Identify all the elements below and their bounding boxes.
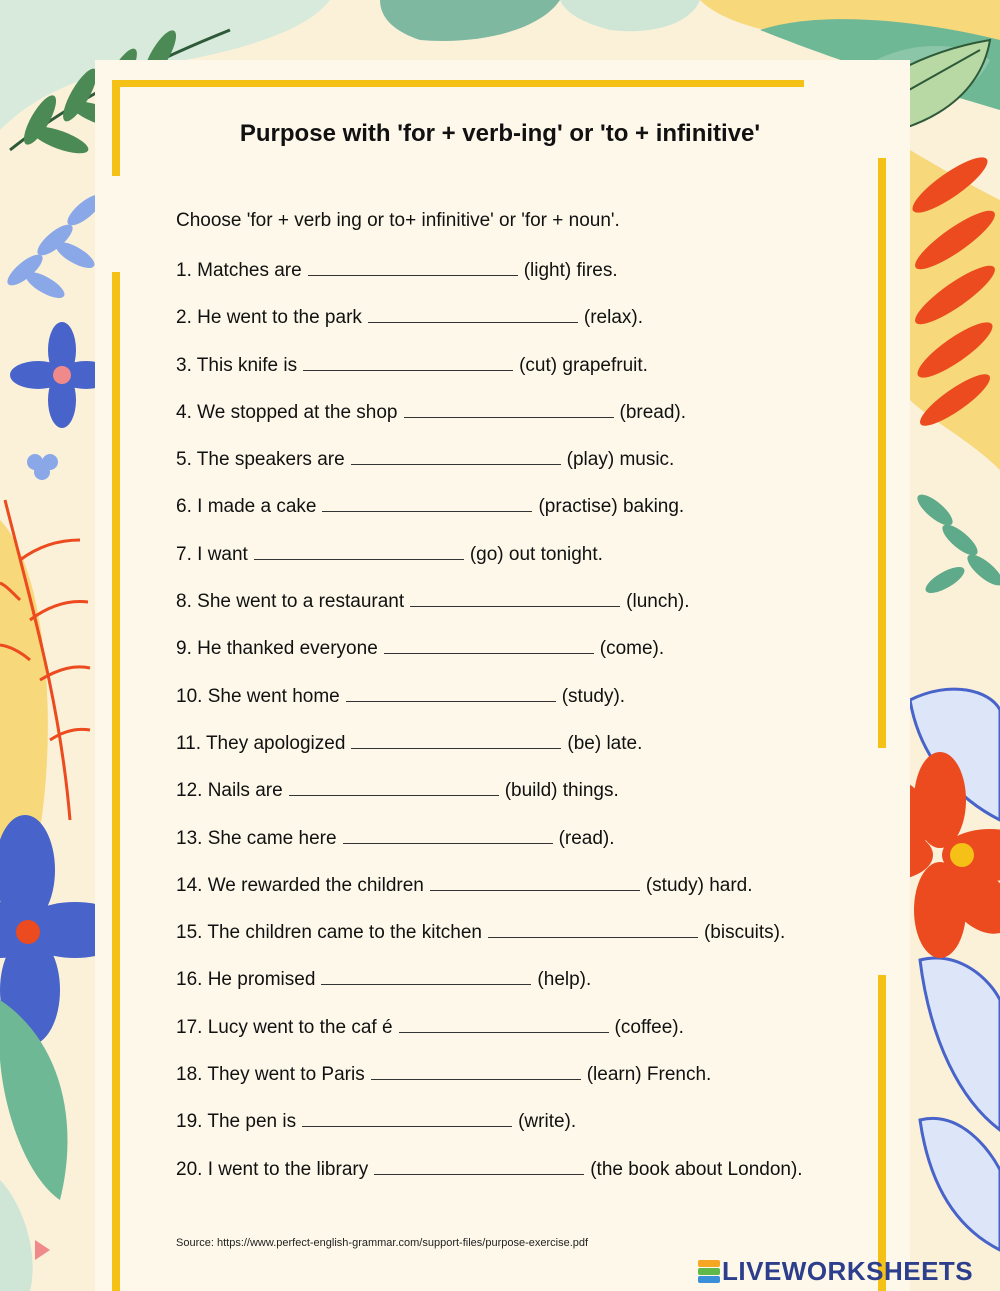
question-item xyxy=(176,257,803,304)
question-text: They went to Paris xyxy=(207,1064,365,1086)
question-number: 15. xyxy=(176,922,203,944)
liveworksheets-logo-icon xyxy=(698,1260,720,1284)
answer-blank[interactable] xyxy=(343,827,553,844)
question-list xyxy=(176,257,803,1203)
answer-blank[interactable] xyxy=(254,543,464,560)
question-hint: (coffee). xyxy=(614,1016,684,1038)
question-text: I made a cake xyxy=(197,496,317,518)
question-number: 5. xyxy=(176,449,192,471)
liveworksheets-logo xyxy=(698,1256,973,1287)
question-hint: (help). xyxy=(537,969,592,991)
question-text: Lucy went to the caf é xyxy=(207,1016,393,1038)
question-number: 10. xyxy=(176,685,203,707)
question-text: We stopped at the shop xyxy=(197,401,398,423)
question-hint: (write). xyxy=(518,1111,577,1133)
question-number: 9. xyxy=(176,638,192,660)
question-text: He thanked everyone xyxy=(197,638,378,660)
question-number: 14. xyxy=(176,874,203,896)
question-number: 13. xyxy=(176,827,203,849)
question-number: 2. xyxy=(176,307,192,329)
answer-blank[interactable] xyxy=(374,1158,584,1175)
question-item xyxy=(176,352,803,399)
answer-blank[interactable] xyxy=(488,921,698,938)
frame-left-bar-bottom xyxy=(112,272,120,1291)
question-item xyxy=(176,446,803,493)
question-item xyxy=(176,825,803,872)
question-number: 4. xyxy=(176,401,192,423)
source-citation: Source: https://www.perfect-english-grammar.com/support-files/purpose-exercise.pdf xyxy=(176,1237,589,1249)
question-item xyxy=(176,919,803,966)
question-number: 16. xyxy=(176,969,203,991)
question-text: This knife is xyxy=(196,354,298,376)
question-hint: (be) late. xyxy=(567,732,643,754)
question-hint: (relax). xyxy=(583,307,644,329)
answer-blank[interactable] xyxy=(368,306,578,323)
question-number: 7. xyxy=(176,543,192,565)
answer-blank[interactable] xyxy=(410,590,620,607)
worksheet-title: Purpose with 'for + verb-ing' or 'to + infinitive' xyxy=(239,120,761,147)
instruction-text: Choose 'for + verb ing or to+ infinitive' or 'for + noun'. xyxy=(176,210,620,231)
question-item xyxy=(176,588,803,635)
question-text: Nails are xyxy=(207,780,283,802)
answer-blank[interactable] xyxy=(430,874,640,891)
question-item xyxy=(176,966,803,1013)
question-text: She went home xyxy=(207,685,340,707)
frame-top-bar xyxy=(112,80,804,87)
question-number: 17. xyxy=(176,1016,203,1038)
question-number: 6. xyxy=(176,496,192,518)
question-item xyxy=(176,872,803,919)
question-text: I went to the library xyxy=(207,1158,369,1180)
question-hint: (light) fires. xyxy=(523,260,618,281)
answer-blank[interactable] xyxy=(346,685,556,702)
question-item xyxy=(176,1014,803,1061)
answer-blank[interactable] xyxy=(302,1110,512,1127)
question-hint: (play) music. xyxy=(566,449,675,471)
frame-right-bar-top xyxy=(878,158,886,748)
question-hint: (come). xyxy=(599,638,665,660)
answer-blank[interactable] xyxy=(371,1063,581,1080)
question-number: 1. xyxy=(176,260,192,281)
answer-blank[interactable] xyxy=(308,259,518,276)
question-hint: (the book about London). xyxy=(590,1158,803,1180)
question-item xyxy=(176,730,803,777)
question-text: The pen is xyxy=(207,1111,297,1133)
frame-right-bar-bottom xyxy=(878,975,886,1291)
question-number: 3. xyxy=(176,354,192,376)
question-hint: (read). xyxy=(558,827,615,849)
question-item xyxy=(176,304,803,351)
question-item xyxy=(176,777,803,824)
answer-blank[interactable] xyxy=(384,637,594,654)
question-text: The children came to the kitchen xyxy=(207,922,482,944)
question-number: 18. xyxy=(176,1064,203,1086)
question-text: We rewarded the children xyxy=(207,874,424,896)
question-text: She came here xyxy=(207,827,337,849)
answer-blank[interactable] xyxy=(322,495,532,512)
question-hint: (learn) French. xyxy=(586,1064,712,1086)
question-text: Matches are xyxy=(197,260,302,281)
question-text: The speakers are xyxy=(196,449,345,471)
answer-blank[interactable] xyxy=(351,732,561,749)
question-number: 19. xyxy=(176,1111,203,1133)
question-text: They apologized xyxy=(205,732,346,754)
question-number: 11. xyxy=(176,732,202,754)
question-text: He promised xyxy=(207,969,316,991)
answer-blank[interactable] xyxy=(404,401,614,418)
question-item xyxy=(176,635,803,682)
question-item xyxy=(176,493,803,540)
question-number: 12. xyxy=(176,780,203,802)
question-text: He went to the park xyxy=(197,307,362,329)
question-item xyxy=(176,1156,803,1203)
liveworksheets-logo-text: LIVEWORKSHEETS xyxy=(722,1256,974,1286)
question-hint: (bread). xyxy=(619,401,687,423)
answer-blank[interactable] xyxy=(351,448,561,465)
question-item xyxy=(176,399,803,446)
question-hint: (study) hard. xyxy=(645,874,753,896)
question-item xyxy=(176,541,803,588)
answer-blank[interactable] xyxy=(289,779,499,796)
question-number: 20. xyxy=(176,1158,203,1180)
question-text: I want xyxy=(197,543,248,565)
question-hint: (build) things. xyxy=(504,780,619,802)
question-item xyxy=(176,1061,803,1108)
question-hint: (study). xyxy=(561,685,626,707)
question-item xyxy=(176,1108,803,1155)
question-hint: (cut) grapefruit. xyxy=(519,354,648,376)
question-hint: (lunch). xyxy=(626,591,690,613)
answer-blank[interactable] xyxy=(399,1016,609,1033)
question-hint: (biscuits). xyxy=(703,922,786,944)
question-item xyxy=(176,683,803,730)
question-text: She went to a restaurant xyxy=(197,591,405,613)
question-hint: (practise) baking. xyxy=(538,496,685,518)
answer-blank[interactable] xyxy=(303,354,513,371)
question-hint: (go) out tonight. xyxy=(469,543,603,565)
answer-blank[interactable] xyxy=(321,968,531,985)
question-number: 8. xyxy=(176,591,192,613)
